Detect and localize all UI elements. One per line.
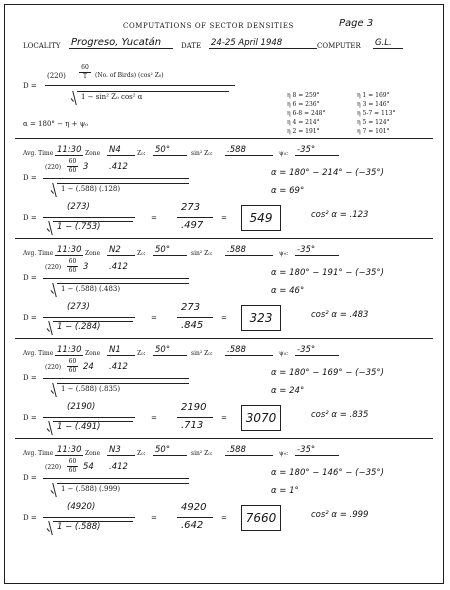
block-d-eq: D = [23,374,37,382]
d-numerator: (273) [67,202,90,212]
locality-label: LOCALITY [23,42,61,50]
d2-denominator: .845 [181,320,204,331]
block-220: (220) [45,464,62,471]
result-box: 7660 [241,505,281,531]
block-220: (220) [45,264,62,271]
d2-fraction-bar [177,317,213,318]
result-box: 323 [241,305,281,331]
computation-block [5,239,445,339]
d-denominator: 1 − (.491) [57,422,101,432]
worksheet-page [4,4,444,584]
block-denominator: 1 − (.588) (.999) [61,485,121,493]
d-numerator: (4920) [67,502,96,512]
psi-value: -35° [295,246,339,256]
d-denominator: 1 − (.284) [57,322,101,332]
block-d-eq-2: D = [23,214,37,222]
avg-time-label: Avg. Time [23,450,54,457]
formula-fraction-bar [45,85,235,86]
sin2-label: sin² Z₀: [191,150,213,157]
eta-column-2: η 1 = 169° η 3 = 146° η 5-7 = 113° η 5 = 124° η 7 = 101° [357,92,396,135]
formula-d-eq: D = [23,82,37,90]
equals-sign: = [151,314,157,322]
zone-value: N4 [107,146,135,156]
zone-label: Zone [85,450,101,457]
block-220: (220) [45,164,62,171]
sin2-value: .588 [225,346,273,356]
block-fraction-bar [43,378,189,379]
equals-sign-2: = [221,314,227,322]
avg-time-value: 11:30 [57,445,82,455]
page-title: COMPUTATIONS OF SECTOR DENSITIES [123,22,294,30]
date-label: DATE [181,42,202,50]
z0-value: 50° [153,446,187,456]
zone-value: N1 [107,346,135,356]
z0-value: 50° [153,346,187,356]
alpha-value: α = 24° [271,386,305,396]
alpha-equation: α = 180° − 146° − (−35°) [271,468,384,478]
birds-count: 24 [83,362,94,372]
d2-denominator: .497 [181,220,204,231]
psi-label: ψ₀: [279,250,289,257]
avg-time-label: Avg. Time [23,350,54,357]
formula-numerator-rest: (No. of Birds) (cos² Z₀) [95,72,164,79]
equals-sign-2: = [221,514,227,522]
d-numerator: (2190) [67,402,96,412]
cos2-alpha: cos² α = .483 [311,310,369,320]
equals-sign: = [151,514,157,522]
computation-block [5,439,445,539]
block-fraction-bar [43,178,189,179]
d2-numerator: 273 [181,302,201,313]
d2-denominator: .713 [181,420,204,431]
cos-z-value: .412 [109,462,128,472]
eta-column-1: η 8 = 259° η 6 = 236° η 6-8 = 248° η 4 = 214° η 2 = 191° [287,92,326,135]
cos2-alpha: cos² α = .123 [311,210,369,220]
cos2-alpha: cos² α = .999 [311,510,369,520]
computation-block [5,339,445,439]
block-fraction-bar [43,478,189,479]
psi-label: ψ₀: [279,350,289,357]
block-d-eq: D = [23,474,37,482]
result-box: 3070 [241,405,281,431]
d-numerator: (273) [67,302,90,312]
formula-sixty-over-t: 60 T [79,65,91,80]
block-d-eq-2: D = [23,514,37,522]
block-sixty-fraction: 60 60 [68,258,77,274]
cos-z-value: .412 [109,262,128,272]
zone-label: Zone [85,350,101,357]
zone-label: Zone [85,150,101,157]
d2-denominator: .642 [181,520,204,531]
cos-z-value: .412 [109,362,128,372]
avg-time-value: 11:30 [57,245,82,255]
d2-numerator: 2190 [181,402,207,413]
formula-alpha-definition: α = 180° − η + ψ₀ [23,120,89,128]
sin2-value: .588 [225,146,273,156]
psi-label: ψ₀: [279,450,289,457]
formula-numerator-220: (220) [47,72,66,80]
d-fraction-bar [43,517,135,518]
zone-label: Zone [85,250,101,257]
block-denominator: 1 − (.588) (.128) [61,185,121,193]
d2-numerator: 273 [181,202,201,213]
sin2-value: .588 [225,446,273,456]
z0-label: Z₀: [137,450,146,457]
alpha-equation: α = 180° − 169° − (−35°) [271,368,384,378]
block-d-eq-2: D = [23,314,37,322]
result-box: 549 [241,205,281,231]
z0-label: Z₀: [137,150,146,157]
formula-denominator: 1 − sin² Z₀ cos² α [81,93,143,101]
d-denominator: 1 − (.588) [57,522,101,532]
birds-count: 3 [83,162,89,172]
alpha-equation: α = 180° − 191° − (−35°) [271,268,384,278]
equals-sign-2: = [221,414,227,422]
equals-sign: = [151,414,157,422]
psi-value: -35° [295,146,339,156]
avg-time-label: Avg. Time [23,150,54,157]
sin2-label: sin² Z₀: [191,450,213,457]
block-sixty-fraction: 60 60 [68,358,77,374]
d-fraction-bar [43,217,135,218]
zone-value: N3 [107,446,135,456]
cos-z-value: .412 [109,162,128,172]
sin2-label: sin² Z₀: [191,250,213,257]
date-value: 24-25 April 1948 [209,39,317,49]
d-fraction-bar [43,317,135,318]
alpha-value: α = 46° [271,286,305,296]
block-d-eq: D = [23,174,37,182]
sin2-label: sin² Z₀: [191,350,213,357]
psi-value: -35° [295,346,339,356]
birds-count: 54 [83,462,94,472]
computation-block [5,139,445,239]
block-d-eq-2: D = [23,414,37,422]
alpha-value: α = 1° [271,486,299,496]
d2-numerator: 4920 [181,502,207,513]
z0-label: Z₀: [137,250,146,257]
equals-sign-2: = [221,214,227,222]
block-fraction-bar [43,278,189,279]
block-denominator: 1 − (.588) (.483) [61,285,121,293]
sin2-value: .588 [225,246,273,256]
birds-count: 3 [83,262,89,272]
block-sixty-fraction: 60 60 [68,158,77,174]
z0-value: 50° [153,146,187,156]
block-d-eq: D = [23,274,37,282]
page-number: Page 3 [339,18,374,29]
computer-value: G.L. [373,39,403,49]
z0-value: 50° [153,246,187,256]
avg-time-value: 11:30 [57,145,82,155]
psi-value: -35° [295,446,339,456]
d-denominator: 1 − (.753) [57,222,101,232]
d2-fraction-bar [177,517,213,518]
cos2-alpha: cos² α = .835 [311,410,369,420]
avg-time-label: Avg. Time [23,250,54,257]
locality-value: Progreso, Yucatán [69,38,173,49]
d2-fraction-bar [177,217,213,218]
z0-label: Z₀: [137,350,146,357]
alpha-equation: α = 180° − 214° − (−35°) [271,168,384,178]
d-fraction-bar [43,417,135,418]
computer-label: COMPUTER [317,42,361,50]
block-sixty-fraction: 60 60 [68,458,77,474]
block-denominator: 1 − (.588) (.835) [61,385,121,393]
avg-time-value: 11:30 [57,345,82,355]
equals-sign: = [151,214,157,222]
d2-fraction-bar [177,417,213,418]
alpha-value: α = 69° [271,186,305,196]
psi-label: ψ₀: [279,150,289,157]
zone-value: N2 [107,246,135,256]
block-220: (220) [45,364,62,371]
